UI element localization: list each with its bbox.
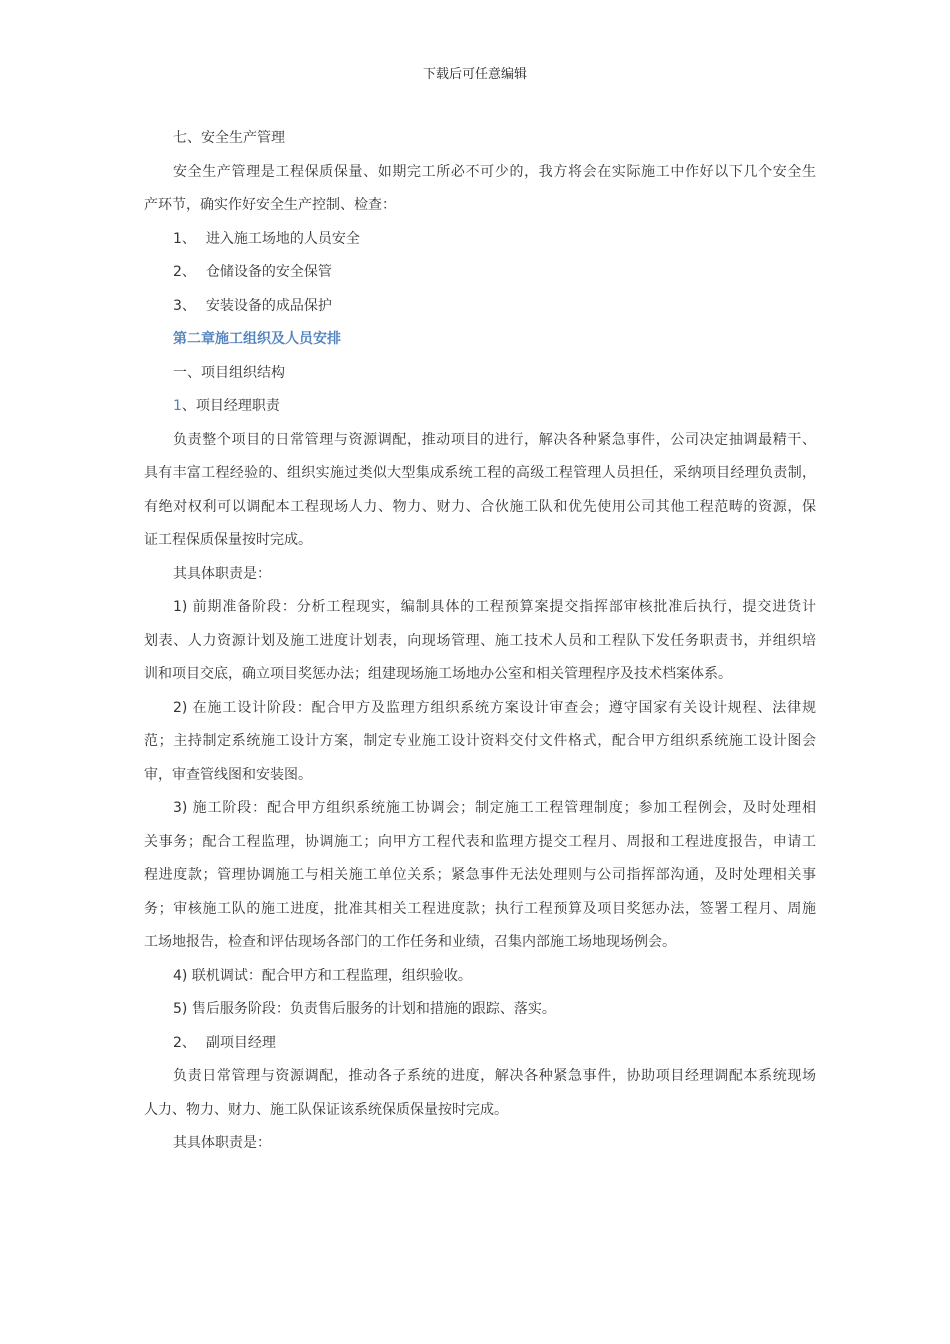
- list-text: 安装设备的成品保护: [205, 297, 332, 314]
- paragraph-line: 范；主持制定系统施工设计方案，制定专业施工设计资料交付文件格式，配合甲方组织系统施工设计图会: [144, 733, 816, 749]
- subsection-number: 1: [173, 398, 182, 414]
- list-number: 3、: [173, 297, 196, 314]
- list-item: [144, 296, 816, 330]
- paragraph-line: 负责日常管理与资源调配，推动各子系统的进度，解决各种紧急事件，协助项目经理调配本系统现场: [173, 1068, 816, 1084]
- paragraph-line: 安全生产管理是工程保质保量、如期完工所必不可少的，我方将会在实际施工中作好以下几个安全生: [173, 163, 816, 180]
- paragraph-line: 4) 联机调试：配合甲方和工程监理，组织验收。: [173, 967, 472, 984]
- paragraph-line: 有绝对权利可以调配本工程现场人力、物力、财力、合伙施工队和优先使用公司其他工程范畴的资源，保: [144, 498, 816, 515]
- section-title-safety: 七、安全生产管理: [173, 130, 285, 146]
- paragraph-line: 程进度款；管理协调施工与相关施工单位关系；紧急事件无法处理则与公司指挥部沟通，及时处理相关事: [144, 867, 816, 883]
- document-body: [144, 128, 816, 1167]
- paragraph-line: 负责整个项目的日常管理与资源调配，推动项目的进行，解决各种紧急事件，公司决定抽调最精干、: [173, 431, 816, 448]
- paragraph-line: 2) 在施工设计阶段：配合甲方及监理方组织系统方案设计审查会；遵守国家有关设计规程、法律规: [173, 699, 816, 716]
- paragraph-line: 务；审核施工队的施工进度，批准其相关工程进度款；执行工程预算及项目奖惩办法，签署工程月、周施: [144, 900, 816, 917]
- paragraph-line: 1) 前期准备阶段：分析工程现实，编制具体的工程预算案提交指挥部审核批准后执行，提交进货计: [173, 599, 816, 615]
- paragraph-line: 人力、物力、财力、施工队保证该系统保质保量按时完成。: [144, 1101, 508, 1118]
- subsection-title-vpm: [144, 1033, 816, 1067]
- paragraph-line: 产环节，确实作好安全生产控制、检查：: [144, 197, 396, 213]
- list-number: 1、: [173, 230, 196, 247]
- paragraph-line: 关事务；配合工程监理，协调施工；向甲方工程代表和监理方提交工程月、周报和工程进度报告，申请工: [144, 833, 816, 850]
- duties-intro: 其具体职责是：: [173, 565, 271, 582]
- section-title-org: 一、项目组织结构: [173, 364, 285, 381]
- subsection-title-pm: [144, 396, 816, 430]
- duties-intro: 其具体职责是：: [173, 1135, 271, 1151]
- list-text: 进入施工场地的人员安全: [205, 230, 360, 247]
- chapter-title: 第二章施工组织及人员安排: [173, 331, 341, 347]
- paragraph-line: 5) 售后服务阶段：负责售后服务的计划和措施的跟踪、落实。: [173, 1001, 556, 1017]
- paragraph-line: 划表、人力资源计划及施工进度计划表，向现场管理、施工技术人员和工程队下发任务职责书，并组织培: [144, 632, 816, 649]
- paragraph-line: 具有丰富工程经验的、组织实施过类似大型集成系统工程的高级工程管理人员担任，采纳项目经理负责制，: [144, 465, 816, 481]
- list-item: [144, 229, 816, 263]
- paragraph-line: 3) 施工阶段：配合甲方组织系统施工协调会；制定施工工程管理制度；参加工程例会，及时处理相: [173, 800, 816, 816]
- page-header: 下载后可任意编辑: [422, 67, 527, 82]
- subsection-text: 副项目经理: [205, 1034, 276, 1051]
- subsection-number: 2、: [173, 1034, 196, 1051]
- subsection-text: 、项目经理职责: [181, 398, 280, 414]
- list-number: 2、: [173, 264, 196, 280]
- paragraph-line: 训和项目交底，确立项目奖惩办法；组建现场施工场地办公室和相关管理程序及技术档案体系。: [144, 666, 732, 682]
- paragraph-line: 工场地报告，检查和评估现场各部门的工作任务和业绩，召集内部施工场地现场例会。: [144, 934, 676, 950]
- paragraph-line: 证工程保质保量按时完成。: [144, 532, 312, 548]
- list-text: 仓储设备的安全保管: [205, 264, 332, 280]
- paragraph-line: 审，审查管线图和安装图。: [144, 766, 312, 783]
- list-item: [144, 262, 816, 296]
